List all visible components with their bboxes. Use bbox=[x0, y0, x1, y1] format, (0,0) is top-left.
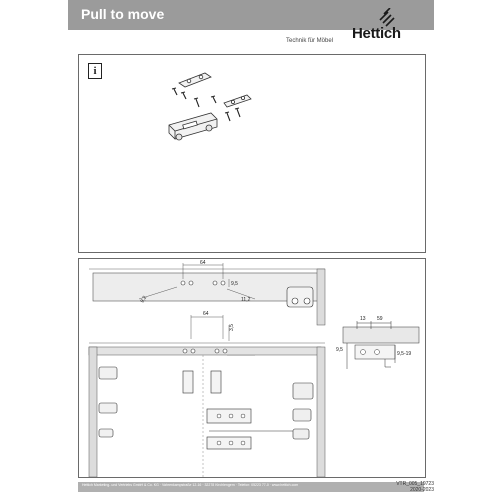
dim-3-5: 3,5 bbox=[229, 324, 235, 331]
document-date: 2020-2023 bbox=[410, 487, 434, 493]
assembly-drawing bbox=[79, 259, 425, 477]
dim-13: 13 bbox=[360, 316, 366, 322]
dim-9-5-side: 9,5 bbox=[336, 347, 343, 353]
document-number: VTR_005_19723 bbox=[396, 481, 434, 487]
assembly-drawing-panel bbox=[78, 258, 426, 478]
dim-9-5-top: 9,5 bbox=[231, 281, 238, 287]
dim-9-2: 9,2 bbox=[139, 294, 149, 304]
dim-64-mid: 64 bbox=[203, 311, 209, 317]
document-code bbox=[396, 481, 434, 493]
brand-tagline: Technik für Möbel bbox=[286, 38, 334, 44]
dim-side-right: 9,5-19 bbox=[397, 351, 412, 357]
info-icon: i bbox=[88, 63, 102, 79]
parts-panel bbox=[78, 54, 426, 253]
footer-bar bbox=[78, 482, 424, 492]
dim-64-top: 64 bbox=[200, 260, 206, 266]
dim-59: 59 bbox=[377, 316, 383, 322]
footer-address: Hettich Marketing- und Vertriebs GmbH & Co. KG · Vahrenkampstraße 12-16 · 32278 Kirchlengern · Telefon: 05223 77-0 · www.hettich.com bbox=[82, 483, 299, 487]
brand-logo bbox=[348, 8, 412, 46]
instruction-page bbox=[68, 0, 434, 500]
dim-11-2: 11,2 bbox=[241, 297, 251, 303]
page-title: Pull to move bbox=[81, 6, 165, 22]
brand-name: Hettich bbox=[352, 25, 401, 42]
parts-illustration bbox=[119, 65, 279, 175]
